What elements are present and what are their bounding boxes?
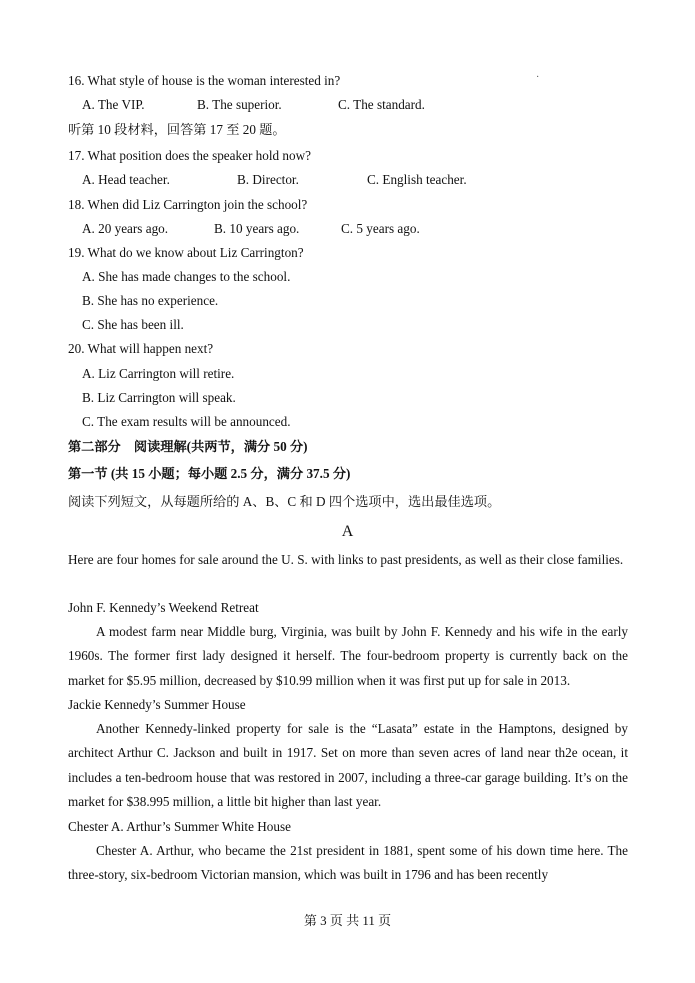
q19-stem: 19. What do we know about Liz Carrington?: [68, 245, 304, 260]
q16-option-b: B. The superior.: [197, 97, 282, 112]
q20-stem: 20. What will happen next?: [68, 341, 214, 356]
q18-option-c: C. 5 years ago.: [341, 221, 420, 236]
q19-option-b: B. She has no experience.: [82, 293, 219, 308]
page-footer: 第 3 页 共 11 页: [303, 913, 392, 928]
q16-stem: 16. What style of house is the woman interested in?: [68, 73, 341, 88]
q20-option-b: B. Liz Carrington will speak.: [82, 390, 236, 405]
q18-option-a: A. 20 years ago.: [82, 221, 169, 236]
q17-option-c: C. English teacher.: [367, 172, 467, 187]
listening-instruction: 听第 10 段材料，回答第 17 至 20 题。: [68, 122, 286, 137]
q19-option-a: A. She has made changes to the school.: [82, 269, 291, 284]
heading-arthur-white-house: Chester A. Arthur’s Summer White House: [68, 819, 291, 834]
paragraph-jackie-summer-house: [68, 717, 628, 814]
q18-option-b: B. 10 years ago.: [214, 221, 300, 236]
q16-option-a: A. The VIP.: [82, 97, 145, 112]
paragraph-3-text: Chester A. Arthur, who became the 21st president in 1881, spent some of his down time here. The three-story, six-bedroom Victorian mansion, which was built in 1796 and has been recently: [68, 843, 628, 883]
stray-dot: ·: [536, 72, 540, 83]
section1-title: 第一节 (共 15 小题；每小题 2.5 分，满分 37.5 分): [68, 466, 351, 481]
q17-stem: 17. What position does the speaker hold now?: [68, 148, 311, 163]
q20-option-c: C. The exam results will be announced.: [82, 414, 291, 429]
q17-option-b: B. Director.: [237, 172, 299, 187]
q19-option-c: C. She has been ill.: [82, 317, 184, 332]
passage-letter: A: [341, 523, 354, 540]
q18-stem: 18. When did Liz Carrington join the school?: [68, 197, 308, 212]
q16-option-c: C. The standard.: [338, 97, 425, 112]
paragraph-2-text: Another Kennedy-linked property for sale is the “Lasata” estate in the Hamptons, designed by architect Arthur C. Jackson and built in 1917. Set on more than seven acres of land near th2e ocean, it includes a ten-bedroom house that was restored in 2007, including a three-car garage building. It’s on the market for $38.995 million, a little bit higher than last year.: [68, 721, 628, 809]
reading-instruction: 阅读下列短文，从每题所给的 A、B、C 和 D 四个选项中，选出最佳选项。: [68, 494, 501, 509]
q17-option-a: A. Head teacher.: [82, 172, 170, 187]
paragraph-1-text: A modest farm near Middle burg, Virginia, was built by John F. Kennedy and his wife in the early 1960s. The former first lady designed it herself. The four-bedroom property is currently back on the market for $5.95 million, decreased by $10.99 million when it was first put up for sale in 2013.: [68, 624, 628, 688]
paragraph-arthur-white-house: [68, 839, 628, 888]
heading-kennedy-retreat: John F. Kennedy’s Weekend Retreat: [68, 600, 259, 615]
part2-title: 第二部分 阅读理解(共两节，满分 50 分): [68, 439, 308, 454]
paragraph-kennedy-retreat: [68, 620, 628, 693]
q20-option-a: A. Liz Carrington will retire.: [82, 366, 235, 381]
heading-jackie-summer-house: Jackie Kennedy’s Summer House: [68, 697, 246, 712]
intro-text: Here are four homes for sale around the U. S. with links to past presidents, as well as their close families.: [68, 552, 624, 567]
passage-intro: [68, 548, 628, 572]
